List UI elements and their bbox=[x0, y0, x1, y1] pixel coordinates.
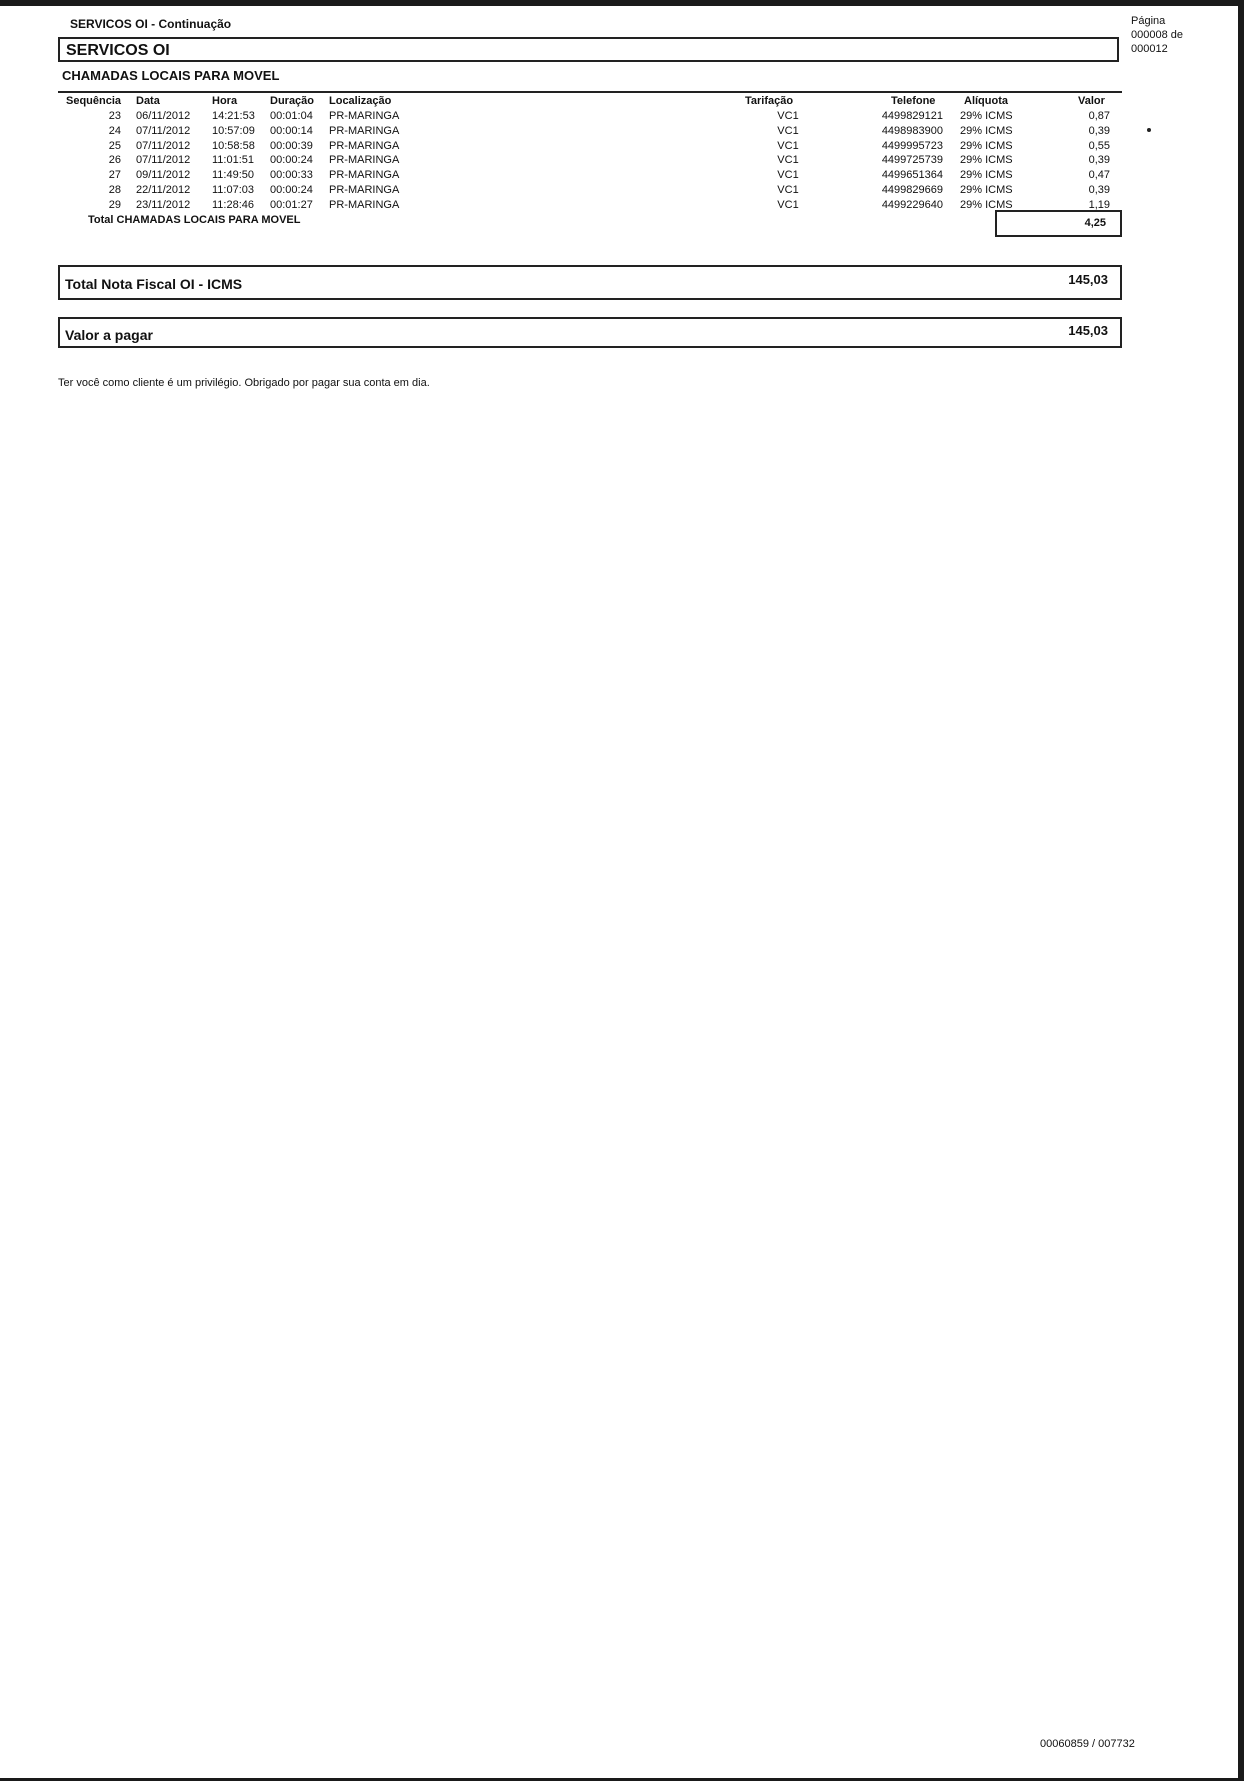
col-header-telefone: Telefone bbox=[891, 95, 936, 107]
col-header-duracao: Duração bbox=[270, 95, 315, 107]
cell-duracao: 00:00:14 bbox=[270, 124, 313, 137]
scan-speck bbox=[1147, 128, 1151, 132]
cell-tarifacao: VC1 bbox=[777, 154, 799, 167]
valor-pagar-box bbox=[58, 317, 1122, 348]
cell-aliquota: 29% ICMS bbox=[960, 169, 1013, 182]
cell-telefone: 4499725739 bbox=[881, 154, 943, 167]
valor-pagar-label: Valor a pagar bbox=[65, 327, 153, 343]
cell-telefone: 4499229640 bbox=[881, 198, 943, 211]
cell-telefone: 4499651364 bbox=[881, 169, 943, 182]
page-indicator bbox=[1131, 14, 1231, 56]
continuation-title: SERVICOS OI - Continuação bbox=[70, 17, 232, 31]
cell-valor: 0,47 bbox=[1088, 169, 1110, 182]
cell-duracao: 00:00:39 bbox=[270, 139, 313, 152]
cell-tarifacao: VC1 bbox=[777, 139, 799, 152]
cell-aliquota: 29% ICMS bbox=[960, 184, 1013, 196]
cell-aliquota: 29% ICMS bbox=[960, 110, 1013, 122]
section-total-label: Total CHAMADAS LOCAIS PARA MOVEL bbox=[88, 214, 301, 226]
section-title: SERVICOS OI bbox=[66, 42, 170, 59]
cell-sequencia: 26 bbox=[108, 154, 121, 167]
cell-tarifacao: VC1 bbox=[777, 110, 799, 122]
cell-aliquota: 29% ICMS bbox=[960, 154, 1013, 167]
cell-tarifacao: VC1 bbox=[777, 198, 799, 211]
page-label: Página bbox=[1131, 15, 1166, 27]
section-total-value: 4,25 bbox=[1084, 217, 1106, 229]
thank-you-message: Ter você como cliente é um privilégio. Obrigado por pagar sua conta em dia. bbox=[58, 377, 430, 389]
nota-fiscal-value: 145,03 bbox=[1068, 272, 1108, 287]
cell-telefone: 4498983900 bbox=[881, 124, 943, 137]
col-header-sequencia: Sequência bbox=[66, 95, 122, 107]
cell-sequencia: 29 bbox=[108, 198, 121, 211]
cell-localizacao: PR-MARINGA bbox=[329, 124, 400, 137]
section-title-box bbox=[58, 37, 1119, 62]
cell-hora: 14:21:53 bbox=[212, 110, 255, 122]
cell-data: 07/11/2012 bbox=[136, 139, 191, 152]
cell-tarifacao: VC1 bbox=[777, 124, 799, 137]
cell-hora: 11:01:51 bbox=[212, 154, 255, 167]
cell-localizacao: PR-MARINGA bbox=[329, 198, 400, 211]
col-header-localizacao: Localização bbox=[329, 95, 392, 107]
cell-valor: 1,19 bbox=[1088, 198, 1110, 211]
cell-valor: 0,87 bbox=[1088, 110, 1110, 122]
cell-aliquota: 29% ICMS bbox=[960, 198, 1013, 211]
cell-hora: 10:58:58 bbox=[212, 139, 255, 152]
cell-localizacao: PR-MARINGA bbox=[329, 110, 400, 122]
cell-duracao: 00:00:33 bbox=[270, 169, 313, 182]
cell-valor: 0,39 bbox=[1088, 124, 1110, 137]
cell-sequencia: 24 bbox=[108, 124, 121, 137]
col-header-tarifacao: Tarifação bbox=[745, 95, 794, 107]
header-rule bbox=[58, 91, 1122, 93]
cell-hora: 11:49:50 bbox=[212, 169, 255, 182]
cell-tarifacao: VC1 bbox=[777, 169, 799, 182]
cell-aliquota: 29% ICMS bbox=[960, 124, 1013, 137]
cell-duracao: 00:01:27 bbox=[270, 198, 313, 211]
cell-data: 23/11/2012 bbox=[136, 198, 191, 211]
cell-valor: 0,39 bbox=[1088, 154, 1110, 167]
section-total-box bbox=[995, 210, 1122, 237]
cell-valor: 0,39 bbox=[1088, 184, 1110, 196]
cell-hora: 11:07:03 bbox=[212, 184, 255, 196]
cell-localizacao: PR-MARINGA bbox=[329, 154, 400, 167]
cell-data: 06/11/2012 bbox=[136, 110, 191, 122]
cell-hora: 10:57:09 bbox=[212, 124, 255, 137]
cell-sequencia: 23 bbox=[108, 110, 121, 122]
col-header-hora: Hora bbox=[212, 95, 238, 107]
cell-hora: 11:28:46 bbox=[212, 198, 255, 211]
cell-localizacao: PR-MARINGA bbox=[329, 184, 400, 196]
cell-data: 07/11/2012 bbox=[136, 154, 191, 167]
col-header-data: Data bbox=[136, 95, 160, 107]
col-header-aliquota: Alíquota bbox=[964, 95, 1008, 107]
col-header-valor: Valor bbox=[1078, 95, 1105, 107]
cell-localizacao: PR-MARINGA bbox=[329, 139, 400, 152]
document-number: 00060859 / 007732 bbox=[1040, 1738, 1135, 1750]
nota-fiscal-label: Total Nota Fiscal OI - ICMS bbox=[65, 276, 243, 292]
cell-tarifacao: VC1 bbox=[777, 184, 799, 196]
cell-sequencia: 27 bbox=[108, 169, 121, 182]
valor-pagar-value: 145,03 bbox=[1068, 323, 1108, 338]
page-number: 000008 de bbox=[1131, 29, 1183, 41]
nota-fiscal-total-box bbox=[58, 265, 1122, 300]
cell-sequencia: 28 bbox=[108, 184, 121, 196]
cell-data: 07/11/2012 bbox=[136, 124, 191, 137]
cell-telefone: 4499995723 bbox=[881, 139, 943, 152]
cell-telefone: 4499829121 bbox=[881, 110, 943, 122]
page-total: 000012 bbox=[1131, 43, 1168, 55]
cell-data: 22/11/2012 bbox=[136, 184, 191, 196]
cell-aliquota: 29% ICMS bbox=[960, 139, 1013, 152]
cell-sequencia: 25 bbox=[108, 139, 121, 152]
cell-telefone: 4499829669 bbox=[881, 184, 943, 196]
section-subtitle: CHAMADAS LOCAIS PARA MOVEL bbox=[62, 68, 280, 83]
cell-valor: 0,55 bbox=[1088, 139, 1110, 152]
cell-duracao: 00:00:24 bbox=[270, 154, 313, 167]
cell-duracao: 00:01:04 bbox=[270, 110, 313, 122]
cell-data: 09/11/2012 bbox=[136, 169, 191, 182]
cell-localizacao: PR-MARINGA bbox=[329, 169, 400, 182]
cell-duracao: 00:00:24 bbox=[270, 184, 313, 196]
